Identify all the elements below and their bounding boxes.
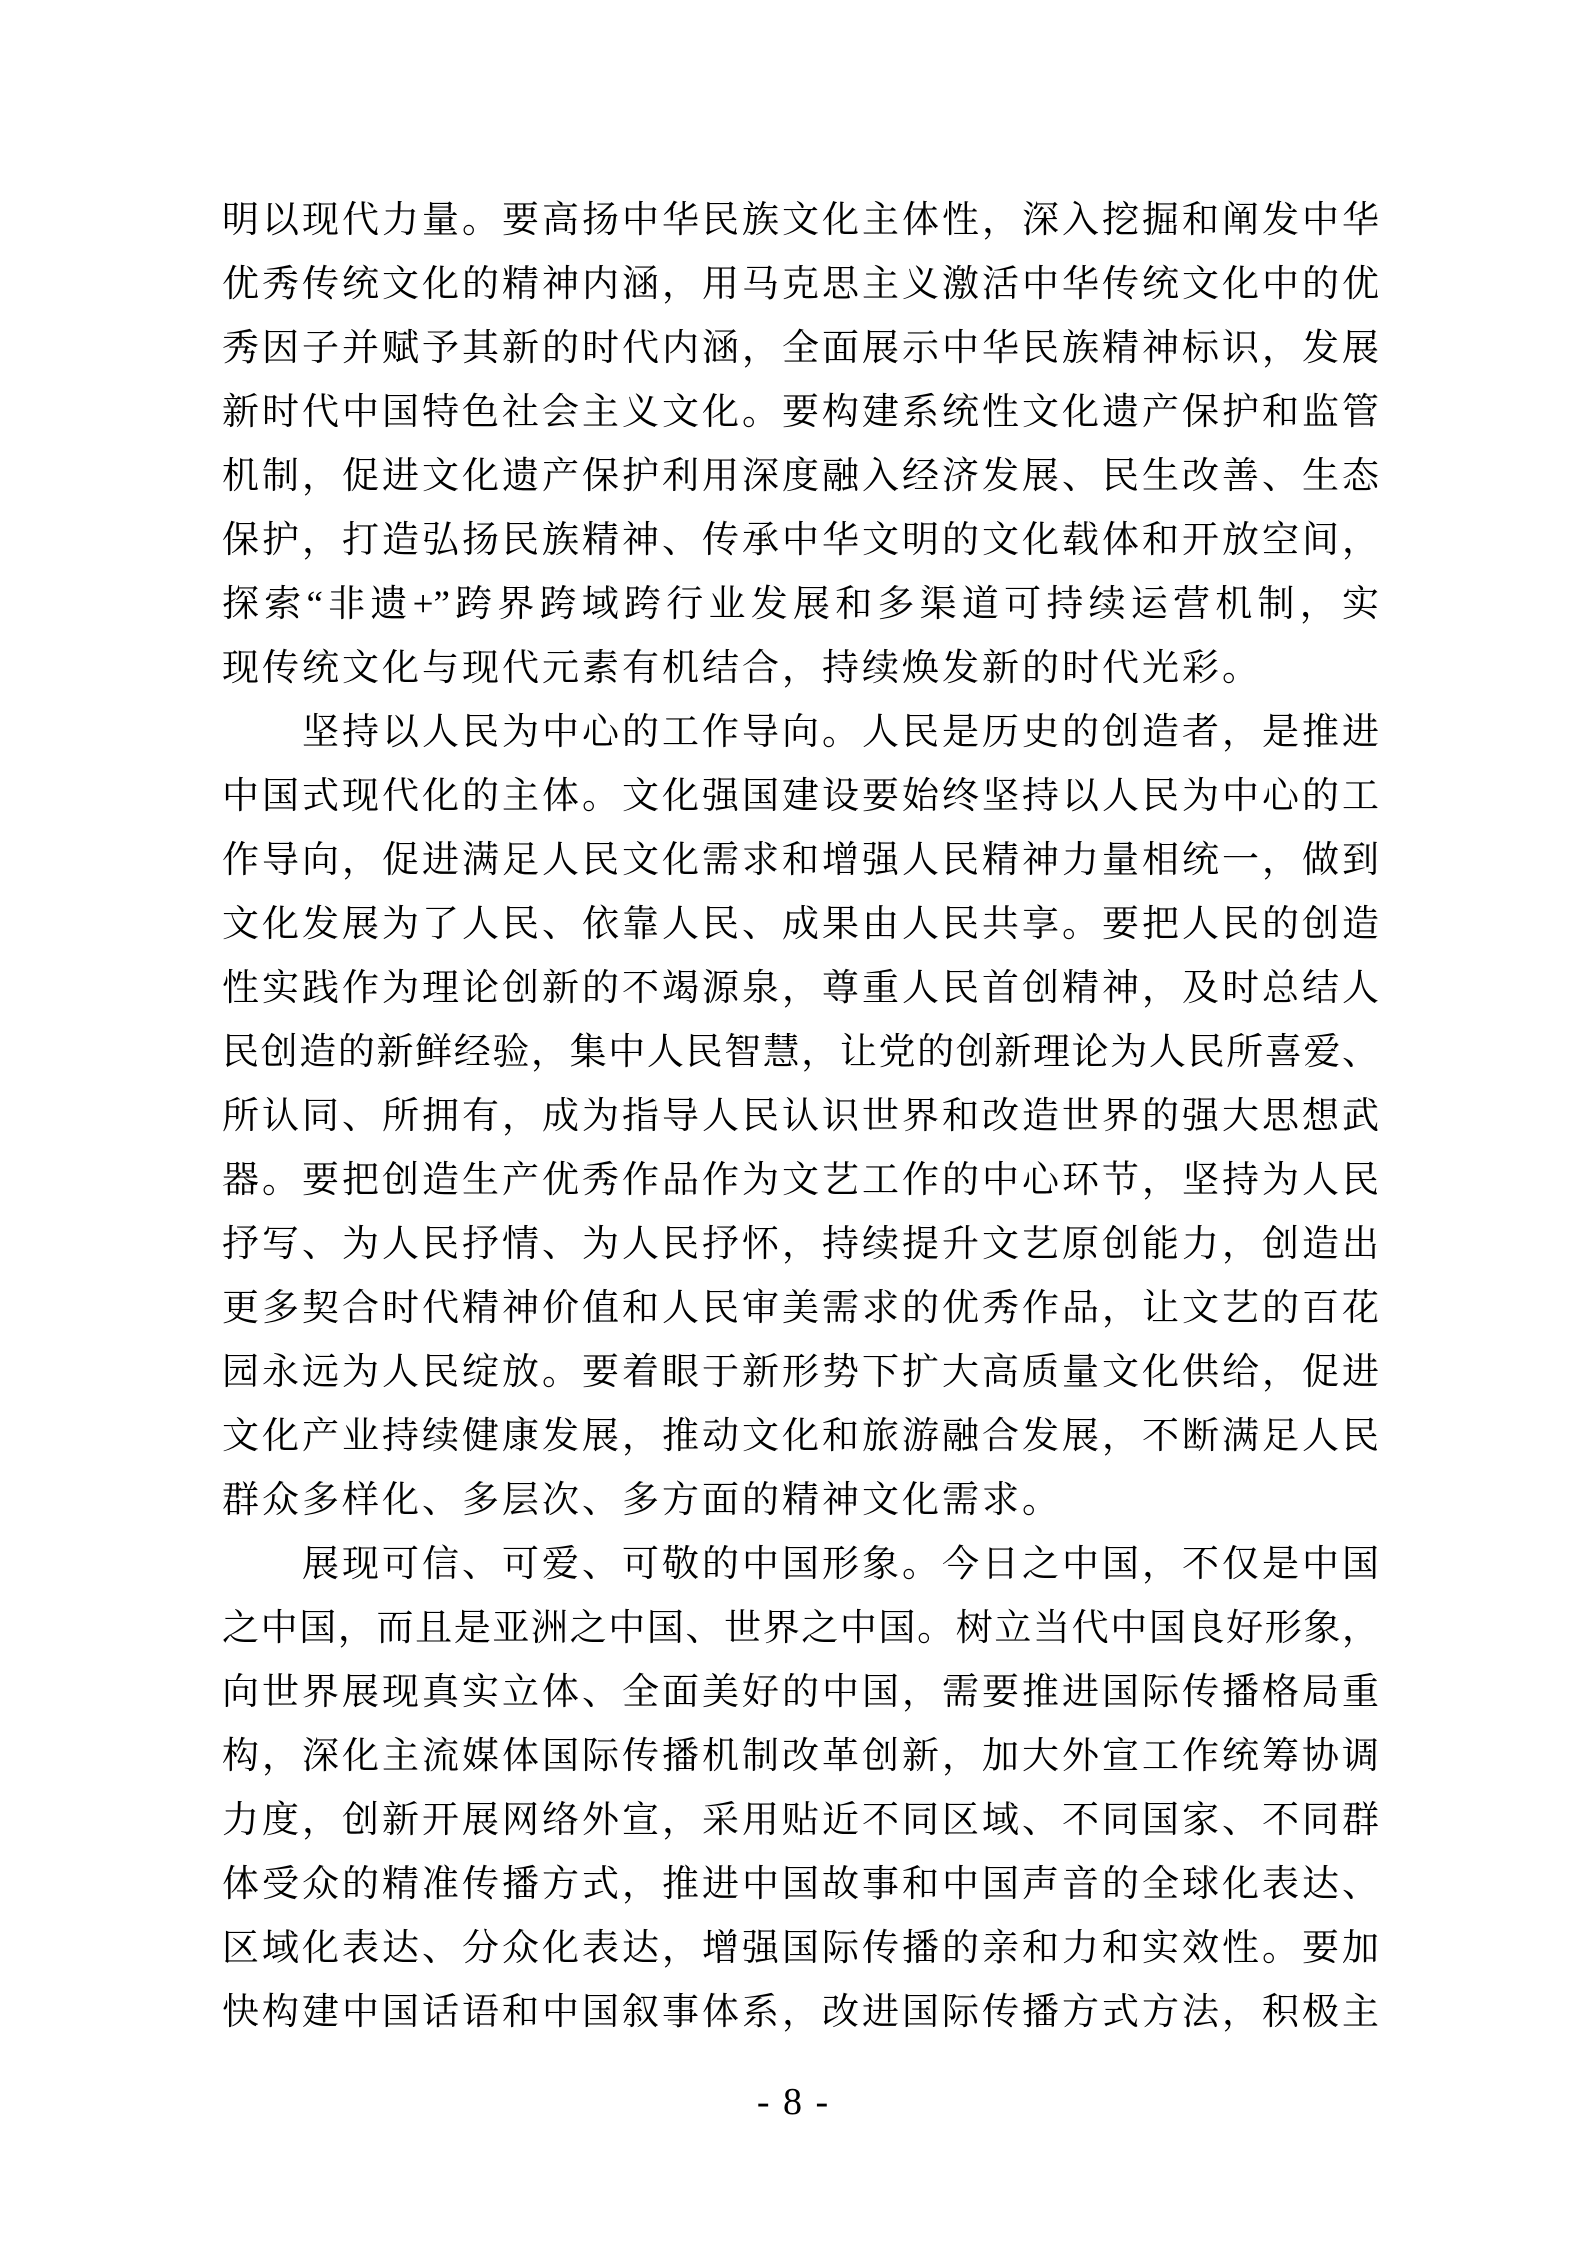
text-line: 力度，创新开展网络外宣，采用贴近不同区域、不同国家、不同群: [222, 1800, 1379, 1841]
text-line: 之中国，而且是亚洲之中国、世界之中国。树立当代中国良好形象，: [222, 1608, 1379, 1649]
text-line: 群众多样化、多层次、多方面的精神文化需求。: [222, 1480, 1062, 1521]
text-line: 展现可信、可爱、可敬的中国形象。今日之中国，不仅是中国: [302, 1544, 1379, 1585]
text-line: 明以现代力量。要高扬中华民族文化主体性，深入挖掘和阐发中华: [222, 200, 1379, 241]
text-line: 优秀传统文化的精神内涵，用马克思主义激活中华传统文化中的优: [222, 264, 1379, 305]
text-line: 快构建中国话语和中国叙事体系，改进国际传播方式方法，积极主: [222, 1992, 1379, 2033]
text-line: 所认同、所拥有，成为指导人民认识世界和改造世界的强大思想武: [222, 1096, 1379, 1137]
text-line: 文化产业持续健康发展，推动文化和旅游融合发展，不断满足人民: [222, 1416, 1379, 1457]
text-line: 作导向，促进满足人民文化需求和增强人民精神力量相统一，做到: [222, 840, 1379, 881]
text-line: 机制，促进文化遗产保护利用深度融入经济发展、民生改善、生态: [222, 456, 1379, 497]
text-line: 新时代中国特色社会主义文化。要构建系统性文化遗产保护和监管: [222, 392, 1379, 433]
text-line: 器。要把创造生产优秀作品作为文艺工作的中心环节，坚持为人民: [222, 1160, 1379, 1201]
text-line: 园永远为人民绽放。要着眼于新形势下扩大高质量文化供给，促进: [222, 1352, 1379, 1393]
text-line: 文化发展为了人民、依靠人民、成果由人民共享。要把人民的创造: [222, 904, 1379, 945]
text-line: 中国式现代化的主体。文化强国建设要始终坚持以人民为中心的工: [222, 776, 1379, 817]
text-line: 抒写、为人民抒情、为人民抒怀，持续提升文艺原创能力，创造出: [222, 1224, 1379, 1265]
text-line: 民创造的新鲜经验，集中人民智慧，让党的创新理论为人民所喜爱、: [222, 1032, 1379, 1073]
text-line: 构，深化主流媒体国际传播机制改革创新，加大外宣工作统筹协调: [222, 1736, 1379, 1777]
text-line: 向世界展现真实立体、全面美好的中国，需要推进国际传播格局重: [222, 1672, 1379, 1713]
text-line: 区域化表达、分众化表达，增强国际传播的亲和力和实效性。要加: [222, 1928, 1379, 1969]
text-line: 保护，打造弘扬民族精神、传承中华文明的文化载体和开放空间，: [222, 520, 1379, 561]
text-line: 坚持以人民为中心的工作导向。人民是历史的创造者，是推进: [302, 712, 1379, 753]
text-line: 性实践作为理论创新的不竭源泉，尊重人民首创精神，及时总结人: [222, 968, 1379, 1009]
body-text: [222, 189, 1379, 2045]
text-line: 秀因子并赋予其新的时代内涵，全面展示中华民族精神标识，发展: [222, 328, 1379, 369]
page-number: - 8 -: [756, 2081, 831, 2123]
text-line: 探索“非遗+”跨界跨域跨行业发展和多渠道可持续运营机制，实: [222, 584, 1379, 625]
text-line: 体受众的精准传播方式，推进中国故事和中国声音的全球化表达、: [222, 1864, 1379, 1905]
text-line: 现传统文化与现代元素有机结合，持续焕发新的时代光彩。: [222, 648, 1262, 689]
page-footer: [0, 2078, 1587, 2126]
text-line: 更多契合时代精神价值和人民审美需求的优秀作品，让文艺的百花: [222, 1288, 1379, 1329]
